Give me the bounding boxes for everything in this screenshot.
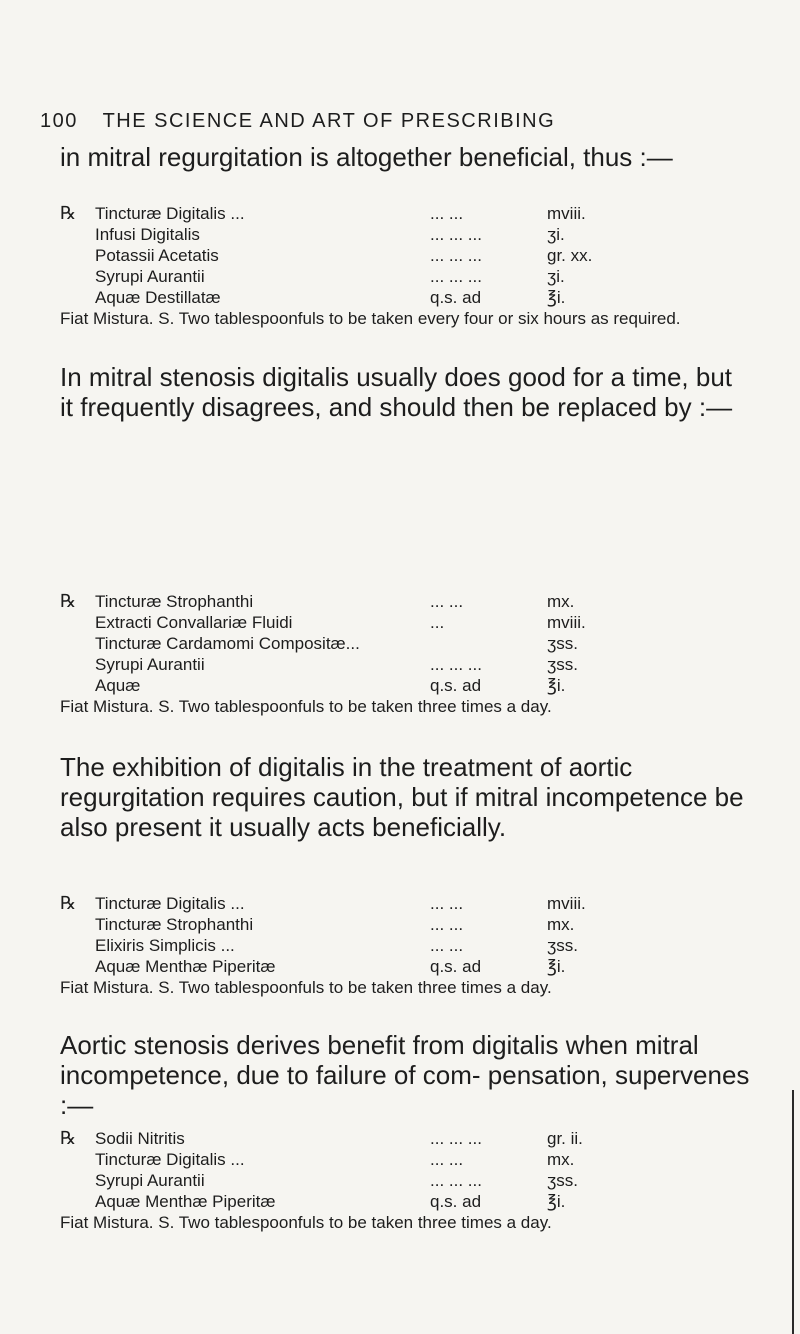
ingredient-leader: ... ... ... xyxy=(430,267,482,286)
ingredient-leader: ... ... ... xyxy=(430,225,482,244)
running-header xyxy=(40,109,780,133)
page-edge-shadow xyxy=(792,1090,794,1334)
prescription-2 xyxy=(60,591,750,717)
prescription-3 xyxy=(60,893,750,998)
ingredient-row xyxy=(60,675,750,696)
ingredient-quantity: ℥i. xyxy=(547,1192,566,1211)
ingredient-leader: ... ... xyxy=(430,894,464,913)
ingredient-quantity: gr. xx. xyxy=(547,246,593,265)
recipe-symbol-icon: ℞ xyxy=(60,591,77,612)
ingredient-qs: q.s. ad xyxy=(430,288,482,307)
ingredient-name: Tincturæ Digitalis ... xyxy=(95,204,245,223)
ingredient-quantity: ʒss. xyxy=(547,1171,578,1190)
ingredient-leader: ... ... xyxy=(430,1150,464,1169)
ingredient-qs: q.s. ad xyxy=(430,957,482,976)
ingredient-row xyxy=(60,1149,750,1170)
ingredient-name: Syrupi Aurantii xyxy=(95,267,205,286)
ingredient-name: Aquæ xyxy=(95,676,141,695)
paragraph-aortic-stenosis: Aortic stenosis derives benefit from digitalis when mitral incompetence, due to failure of com- pensation, supervenes :— xyxy=(60,1030,750,1120)
ingredient-qs: q.s. ad xyxy=(430,1192,482,1211)
ingredient-row xyxy=(60,914,750,935)
ingredient-name: Tincturæ Strophanthi xyxy=(95,592,254,611)
ingredient-row xyxy=(60,633,750,654)
ingredient-name: Aquæ Menthæ Piperitæ xyxy=(95,1192,276,1211)
recipe-symbol-icon: ℞ xyxy=(60,1128,77,1149)
ingredient-quantity: gr. ii. xyxy=(547,1129,583,1148)
ingredient-leader: ... ... xyxy=(430,936,464,955)
ingredient-row xyxy=(60,287,750,308)
ingredient-row xyxy=(60,245,750,266)
ingredient-row xyxy=(60,654,750,675)
ingredient-name: Tincturæ Cardamomi Compositæ... xyxy=(95,634,360,653)
ingredient-leader: ... ... xyxy=(430,915,464,934)
recipe-symbol-icon: ℞ xyxy=(60,203,77,224)
ingredient-quantity: ʒss. xyxy=(547,655,578,674)
ingredient-name: Potassii Acetatis xyxy=(95,246,219,265)
ingredient-quantity: mx. xyxy=(547,592,575,611)
ingredient-quantity: ʒss. xyxy=(547,634,578,653)
ingredient-quantity: mviii. xyxy=(547,894,586,913)
ingredient-name: Syrupi Aurantii xyxy=(95,655,205,674)
ingredient-name: Syrupi Aurantii xyxy=(95,1171,205,1190)
ingredient-row xyxy=(60,203,750,224)
ingredient-name: Infusi Digitalis xyxy=(95,225,200,244)
ingredient-row xyxy=(60,893,750,914)
ingredient-quantity: ʒi. xyxy=(547,267,565,286)
running-title: THE SCIENCE AND ART OF PRESCRIBING xyxy=(102,110,556,132)
ingredient-row xyxy=(60,266,750,287)
ingredient-leader: ... ... xyxy=(430,592,464,611)
ingredient-name: Sodii Nitritis xyxy=(95,1129,185,1148)
ingredient-name: Tincturæ Digitalis ... xyxy=(95,1150,245,1169)
prescription-directions: Fiat Mistura. S. Two tablespoonfuls to be taken every four or six hours as required. xyxy=(60,309,681,328)
ingredient-row xyxy=(60,1170,750,1191)
ingredient-leader: ... ... ... xyxy=(430,655,482,674)
ingredient-quantity: ℥i. xyxy=(547,676,566,695)
ingredient-row xyxy=(60,224,750,245)
ingredient-row xyxy=(60,956,750,977)
ingredient-leader: ... xyxy=(430,613,445,632)
ingredient-quantity: ℥i. xyxy=(547,957,566,976)
paragraph-mitral-regurgitation: in mitral regurgitation is altogether beneficial, thus :— xyxy=(60,142,673,172)
prescription-directions: Fiat Mistura. S. Two tablespoonfuls to be taken three times a day. xyxy=(60,1213,552,1232)
prescription-1 xyxy=(60,203,750,329)
ingredient-quantity: mx. xyxy=(547,915,575,934)
ingredient-name: Tincturæ Strophanthi xyxy=(95,915,254,934)
paragraph-aortic-regurgitation: The exhibition of digitalis in the treatment of aortic regurgitation requires caution, but if mitral incompetence be also present it usually acts beneficially. xyxy=(60,752,744,842)
recipe-symbol-icon: ℞ xyxy=(60,893,77,914)
ingredient-leader: ... ... ... xyxy=(430,1129,482,1148)
prescription-4 xyxy=(60,1128,750,1233)
ingredient-quantity: mviii. xyxy=(547,613,586,632)
ingredient-name: Tincturæ Digitalis ... xyxy=(95,894,245,913)
ingredient-quantity: ʒss. xyxy=(547,936,578,955)
ingredient-qs: q.s. ad xyxy=(430,676,482,695)
ingredient-quantity: mx. xyxy=(547,1150,575,1169)
ingredient-row xyxy=(60,1128,750,1149)
ingredient-name: Extracti Convallariæ Fluidi xyxy=(95,613,293,632)
ingredient-name: Aquæ Destillatæ xyxy=(95,288,221,307)
prescription-directions: Fiat Mistura. S. Two tablespoonfuls to be taken three times a day. xyxy=(60,978,552,997)
ingredient-quantity: mviii. xyxy=(547,204,586,223)
prescription-directions: Fiat Mistura. S. Two tablespoonfuls to be taken three times a day. xyxy=(60,697,552,716)
ingredient-leader: ... ... ... xyxy=(430,246,482,265)
ingredient-leader: ... ... xyxy=(430,204,464,223)
ingredient-name: Elixiris Simplicis ... xyxy=(95,936,235,955)
paragraph-mitral-stenosis: In mitral stenosis digitalis usually does good for a time, but it frequently disagrees, and should then be replaced by :— xyxy=(60,362,733,422)
ingredient-row xyxy=(60,935,750,956)
ingredient-row xyxy=(60,1191,750,1212)
ingredient-row xyxy=(60,591,750,612)
ingredient-row xyxy=(60,612,750,633)
ingredient-quantity: ʒi. xyxy=(547,225,565,244)
ingredient-quantity: ℥i. xyxy=(547,288,566,307)
page-number: 100 xyxy=(40,110,78,132)
ingredient-name: Aquæ Menthæ Piperitæ xyxy=(95,957,276,976)
ingredient-leader: ... ... ... xyxy=(430,1171,482,1190)
